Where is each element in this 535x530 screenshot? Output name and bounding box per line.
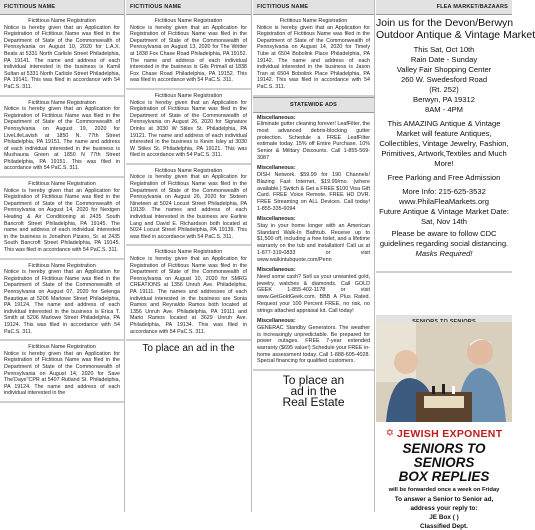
seniors-photo [376,322,512,422]
notice-body: Notice is hereby given that an Application for Registration of Fictitious Name was filed in the Department of State of the Commonwealth of Pennsylvania on August 19, 2020 for LiveLifeLavish at 1850 N. 77th Street Philadelphia, PA 19151. The name and address of each individual interested in the business is Mushauna Green at 1850 N 77th Street Philadelphia, PA 19151. This was filed in accordance with 54 PaC.S. 311. [4,106,120,172]
notice-list [0,15,124,403]
flea-rain: Rain Date - Sunday [410,55,478,64]
notice-list [253,15,374,97]
notice-body: Notice is hereby given that an Application for Registration of Fictitious Name was filed in the Department of State of the Commonwealth of Pennsylvania on August 07, 2020 for Selenga Beautique at 5206 Marlowe Street Philadelphia, PA 19124. The name and address of each individual interested in the business is Erica T. Smith at 5206 Marlowe Street Philadelphia, PA 19124. This was filed in accordance with 54 PaC.S. 311. [4,269,120,335]
brand-name: JEWISH EXPONENT [396,428,503,440]
seniors-dept: Classified Dept. [420,523,468,530]
notice-title: Fictitious Name Registration [28,262,96,269]
legal-notice [0,341,124,403]
flea-hours: 8AM - 4PM [425,105,463,114]
flea-parking: Free Parking and Free Admission [387,173,501,182]
column-header: FICTITIOUS NAME [253,0,374,15]
column-1 [0,0,125,512]
flea-line2: Outdoor Antique & Vintage Market [376,29,535,41]
statewide-ad-body: DISH Network. $59.99 for 190 Channels! Blazing Fast Internet, $19.99/mo. (where available.) Switch & Get a FREE $100 Visa Gift Card. FREE Voice Remote. FREE HD DVR. FREE Streaming on ALL Devices. Call today! 1-855-335-6094 [257,172,370,212]
notice-body: Notice is hereby given that an Application for Registration of Fictitious Name was filed in the Department of State of the Commonwealth of Pennsylvania on August 26, 2020 for Signature Drinks at 3030 W Stiles St. Philadelphia, PA 19121. The name and address of each individual interested in the business is Kevin Isley at 3030 W Stiles St. Philadelphia, PA 19121. This was filed in accordance with 54 PaC.S. 311. [130,99,247,159]
notice-title: Fictitious Name Registration [28,99,96,106]
legal-notice [126,246,251,341]
notice-body: Notice is hereby given that an Application for Registration of Fictitious Name was filed in the Department of State of the Commonwealth of Pennsylvania on August 14, 2020 for Save The'Daye''CPR at 5407 Rutland St. Philadelphia, PA 19124. The name and address of each individual interested in the [4,350,120,397]
legal-notice [253,15,374,97]
notice-title: Fictitious Name Registration [28,18,96,24]
place-ad-text: To place an ad in the [142,343,235,355]
seniors-chess-image [376,322,512,422]
statewide-ad-heading: Miscellaneous: [257,216,296,223]
notice-title: Fictitious Name Registration [154,167,223,174]
statewide-ad [253,265,374,316]
notice-body: Notice is hereby given that an Application for Registration of Fictitious Name was filed in the Department of State of the Commonwealth of Pennsylvania on August 14, 2020 for Nextgen Heating & Air Conditioning at 2435 South Bancroft Street Philadelphia, PA 19145. The name and address of each individual interested in the business is Jonathon Pizano, Sr. at 2435 South Bancroft Street Philadelphia, PA 19145. This was filed in accordance with 54 PaC.S. 311. [4,187,120,253]
seniors-box-ad [376,424,512,530]
legal-notice [0,260,124,342]
notice-body: Notice is hereby given that an Application for Registration of Fictitious Name was filed in the Department of State of the Commonwealth of Pennsylvania on August 13, 2020 for The Writter at 1838 Fox Chase Road Philadelphia, PA 19152. The name and address of each individual interested in the business is Gils Primall at 1838 Fox Chase Road Philadelphia, PA 19152. This was filed in accordance with 54 PaC.S. 311. [130,24,247,84]
statewide-ad-heading: Miscellaneous: [257,114,296,121]
flea-info: More Info: 215-625-3532 [402,187,486,196]
legal-notice [0,15,124,97]
seniors-box: JE Box ( ) [429,514,459,521]
place-ad-line: Real Estate [282,395,345,410]
statewide-ad-body: Eliminate gutter cleaning forever! LeafFilter, the most advanced debris-blocking gutter protection. Schedule a FREE LeafFilter estimate today. 15% off Entire Purchase. 10% Senior & Military Discounts. Call 1-855-569-3087 [257,121,370,161]
statewide-ad [253,214,374,265]
statewide-header: STATEWIDE ADS [253,97,374,113]
flea-market-ad [376,15,535,273]
flea-venue: Valley Fair Shopping Center [396,65,492,74]
flea-addr: 260 W. Swedesford Road [400,75,488,84]
legal-notice [0,178,124,260]
column-header: FICTITIOUS NAME [0,0,124,15]
flea-next: Future Antique & Vintage Market Date: Sat, Nov 14th [379,207,509,226]
legal-notice [126,15,251,90]
notice-title: Fictitious Name Registration [154,249,223,256]
notice-list [126,15,251,341]
statewide-ad-heading: Miscellaneous: [257,267,296,274]
notice-body: Notice is hereby given that an Application for Registration of Fictitious Name was filed in the Department of State of the Commonwealth of Pennsylvania on August 10, 2020 for SMRG CREATIONS at 1356 Unruh Ave. Philadelphia, PA 19111. The names and addresses of each individual interested in the business are Sonia Ramos and Reynaldo Ramos both located at 1356 Unruh Ave. Philadelphia, PA 19111 and Mario Ramos located at 3629 Unruh Ave. Philadelphia, PA 19134. This was filed in accordance with 54 PaC.S. 311. [130,256,247,335]
seniors-title1: SENIORS TO SENIORS [402,441,486,470]
flea-rt: (Rt. 252) [429,85,459,94]
legal-notice [0,97,124,179]
notice-body: Notice is hereby given that an Application for Registration of Fictitious Name was filed in the Department of State of the Commonwealth of Pennsylvania on August 14, 2020 for Timely Tube at 6504 Bobolink Place Philadelphia, PA 19142. The name and address of each individual interested in the business is Jason Tran at 6504 Bobolink Place Philadelphia, PA 19142. This was filed in accordance with 54 PaC.S. 311. [257,24,370,90]
statewide-ad-body: Stay in your home longer with an American Standard Walk-In Bathtub. Receive up to $1,500 off, including a free toilet, and a lifetime warranty on the tub and installation! Call us at 1-877-319-0833 or visit www.walkintubquote.com/Penn [257,223,370,263]
statewide-ad-body: Need some cash? Sell us your unwanted gold, jewelry, watches & diamonds. Call GOLD GEEK 1-855-402-1178 or visit www.GetGoldGeek.com. BBB A Plus Rated. Request your 100 Percent FREE, no risk, no strings attached appraisal kit. Call today! [257,274,370,314]
column-3 [253,0,375,512]
place-ad-line: To place an [282,373,345,388]
statewide-ad-heading: Miscellaneous: [257,318,296,325]
seniors-answer: To answer a Senior to Senior ad, [394,496,494,503]
column-header: FICTITIOUS NAME [126,0,251,15]
statewide-ad-heading: Miscellaneous: [257,165,296,172]
notice-title: Fictitious Name Registration [28,181,96,188]
legal-notice [126,165,251,247]
star-of-david-icon: ✡ [385,428,394,439]
flea-desc: This AMAZING Antique & Vintage Market will feature Antiques, Collectibles, Vintage Jewelry, Fashion, Primitives, Artwork,Textiles and Much More! [379,119,509,168]
statewide-ad [253,113,374,164]
notice-title: Fictitious Name Registration [28,344,96,351]
legal-notice [126,90,251,165]
flea-covid: Please be aware to follow CDC guidelines regarding social distancing. [379,229,509,248]
flea-masks: Masks Required! [415,249,473,258]
seniors-fwd: will be forwarded once a week on Friday [388,487,500,493]
statewide-ad-body: GENERAC Standby Generators. The weather is increasingly unpredictable. Be prepared for power outages. FREE 7-year extended warranty ($695 value!) Schedule your FREE in-home assessment today. Call 1-888-605-4028. Special financing for qualified customers. [257,324,370,365]
notice-title: Fictitious Name Registration [154,18,223,24]
seniors-addr: address your reply to: [410,505,478,512]
flea-web: www.PhilaFleaMarkets.org [399,197,489,206]
notice-title: Fictitious Name Registration [154,92,223,99]
column-header: FLEA MARKET/BAZAARS [376,0,512,15]
notice-body: Notice is hereby given that an Application for Registration of Fictitious Name was filed in the Department of State of the Commonwealth of Pennsylvania on August 10, 2020 for L.A.X. Beats at 5331 North Carlisle Street Philadelphia, PA 19141. The name and address of each individual interested in the business is Kamil Sultan at 5331 North Carlisle Street Philadelphia, PA 19141. This was filed in accordance with 54 PaC.S. 311. [4,24,120,90]
flea-line1: Join us for the Devon/Berwyn [376,17,514,29]
column-2 [126,0,252,512]
statewide-ad [253,316,374,367]
place-ad-box [253,369,374,408]
place-ad-line: ad in the [290,384,337,399]
seniors-title2: BOX REPLIES [398,469,490,484]
flea-city: Berwyn, PA 19312 [413,95,475,104]
statewide-ad [253,163,374,214]
statewide-list [253,113,374,368]
flea-date: This Sat, Oct 10th [413,45,475,54]
notice-title: Fictitious Name Registration [279,18,348,24]
notice-body: Notice is hereby given that an Application for Registration of Fictitious Name was filed in the Department of State of the Commonwealth of Pennsylvania on August 26, 2020 for Sixteen Nineteen at 5024 Locust Street Philadelphia, PA 19139. The names and address of each individual interested in the business are Earline Lang and David E. Richardson both located at 5024 Locust Street Philadelphia, PA 19139. This was filed in accordance with 54 PaC.S. 311. [130,174,247,240]
